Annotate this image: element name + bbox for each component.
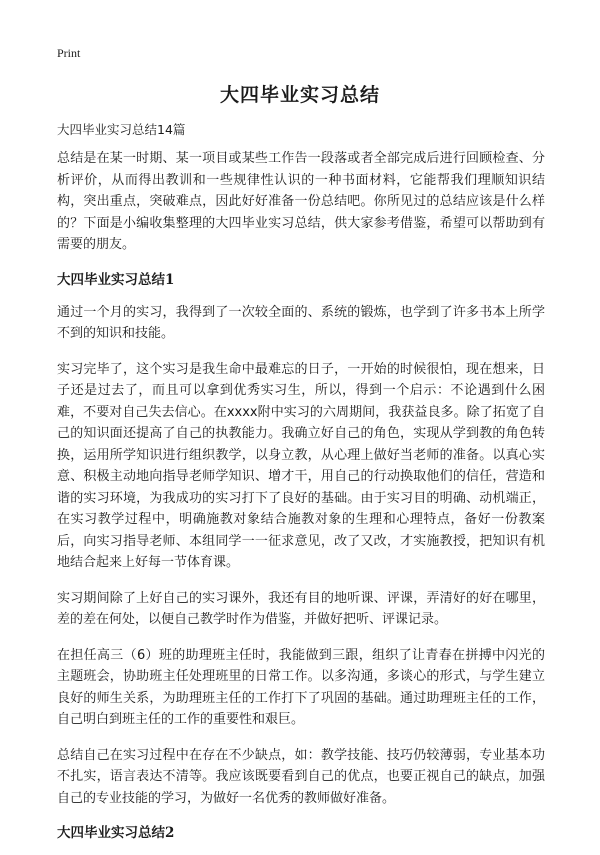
section-1-paragraph-2: 实习完毕了，这个实习是我生命中最难忘的日子，一开始的时候很怕，现在想来，日子还是过去了，而且可以拿到优秀实习生，所以，得到一个启示：不论遇到什么困难，不要对自己失去信心。在xxxx附中实习的六周期间，我获益良多。除了拓宽了自己的知识面还提高了自己的执教能力。我确立好自己的角色，实现从学到教的角色转换，运用所学知识进行组织教学，以身立教，从心理上做好当老师的准备。以真心实意、积极主动地向指导老师学知识、增才干，用自己的行动换取他们的信任，营造和谐的实习环境，为我成功的实习打下了良好的基础。由于实习目的明确、动机端正，在实习教学过程中，明确施教对象结合施教对象的生理和心理特点，备好一份教案后，向实习指导老师、本组同学一一征求意见，改了又改，才实施教授，把知识有机地结合起来上好每一节体育课。 [57, 361, 545, 570]
document-title: 大四毕业实习总结 [219, 84, 380, 106]
section-1-paragraph-3: 实习期间除了上好自己的实习课外，我还有目的地听课、评课，弄清好的好在哪里，差的差在何处，以便自己教学时作为借鉴，并做好把听、评课记录。 [57, 590, 545, 627]
section-1-paragraph-1: 通过一个月的实习，我得到了一次较全面的、系统的锻炼，也学到了许多书本上所学不到的知识和技能。 [57, 304, 545, 341]
section-heading-1: 大四毕业实习总结1 [57, 271, 175, 288]
document-subtitle: 大四毕业实习总结14篇 [57, 122, 186, 137]
intro-paragraph: 总结是在某一时期、某一项目或某些工作告一段落或者全部完成后进行回顾检查、分析评价，从而得出教训和一些规律性认识的一种书面材料，它能帮我们理顺知识结构，突出重点，突破难点，因此好好准备一份总结吧。你所见过的总结应该是什么样的？下面是小编收集整理的大四毕业实习总结，供大家参考借鉴，希望可以帮助到有需要的朋友。 [57, 151, 545, 252]
document-body [57, 148, 545, 855]
print-link[interactable]: Print [57, 46, 81, 60]
section-1-paragraph-4: 在担任高三（6）班的助理班主任时，我能做到三跟，组织了让青春在拼搏中闪光的主题班会，协助班主任处理班里的日常工作。以多沟通，多谈心的形式，与学生建立良好的师生关系，为助理班主任的工作打下了巩固的基础。通过助理班主任的工作，自己明白到班主任的工作的重要性和艰巨。 [57, 647, 545, 727]
section-heading-2: 大四毕业实习总结2 [57, 825, 175, 841]
section-1-paragraph-5: 总结自己在实习过程中在存在不少缺点，如：教学技能、技巧仍较薄弱，专业基本功不扎实，语言表达不清等。我应该既要看到自己的优点，也要正视自己的缺点，加强自己的专业技能的学习，为做好一名优秀的教师做好准备。 [57, 747, 545, 806]
